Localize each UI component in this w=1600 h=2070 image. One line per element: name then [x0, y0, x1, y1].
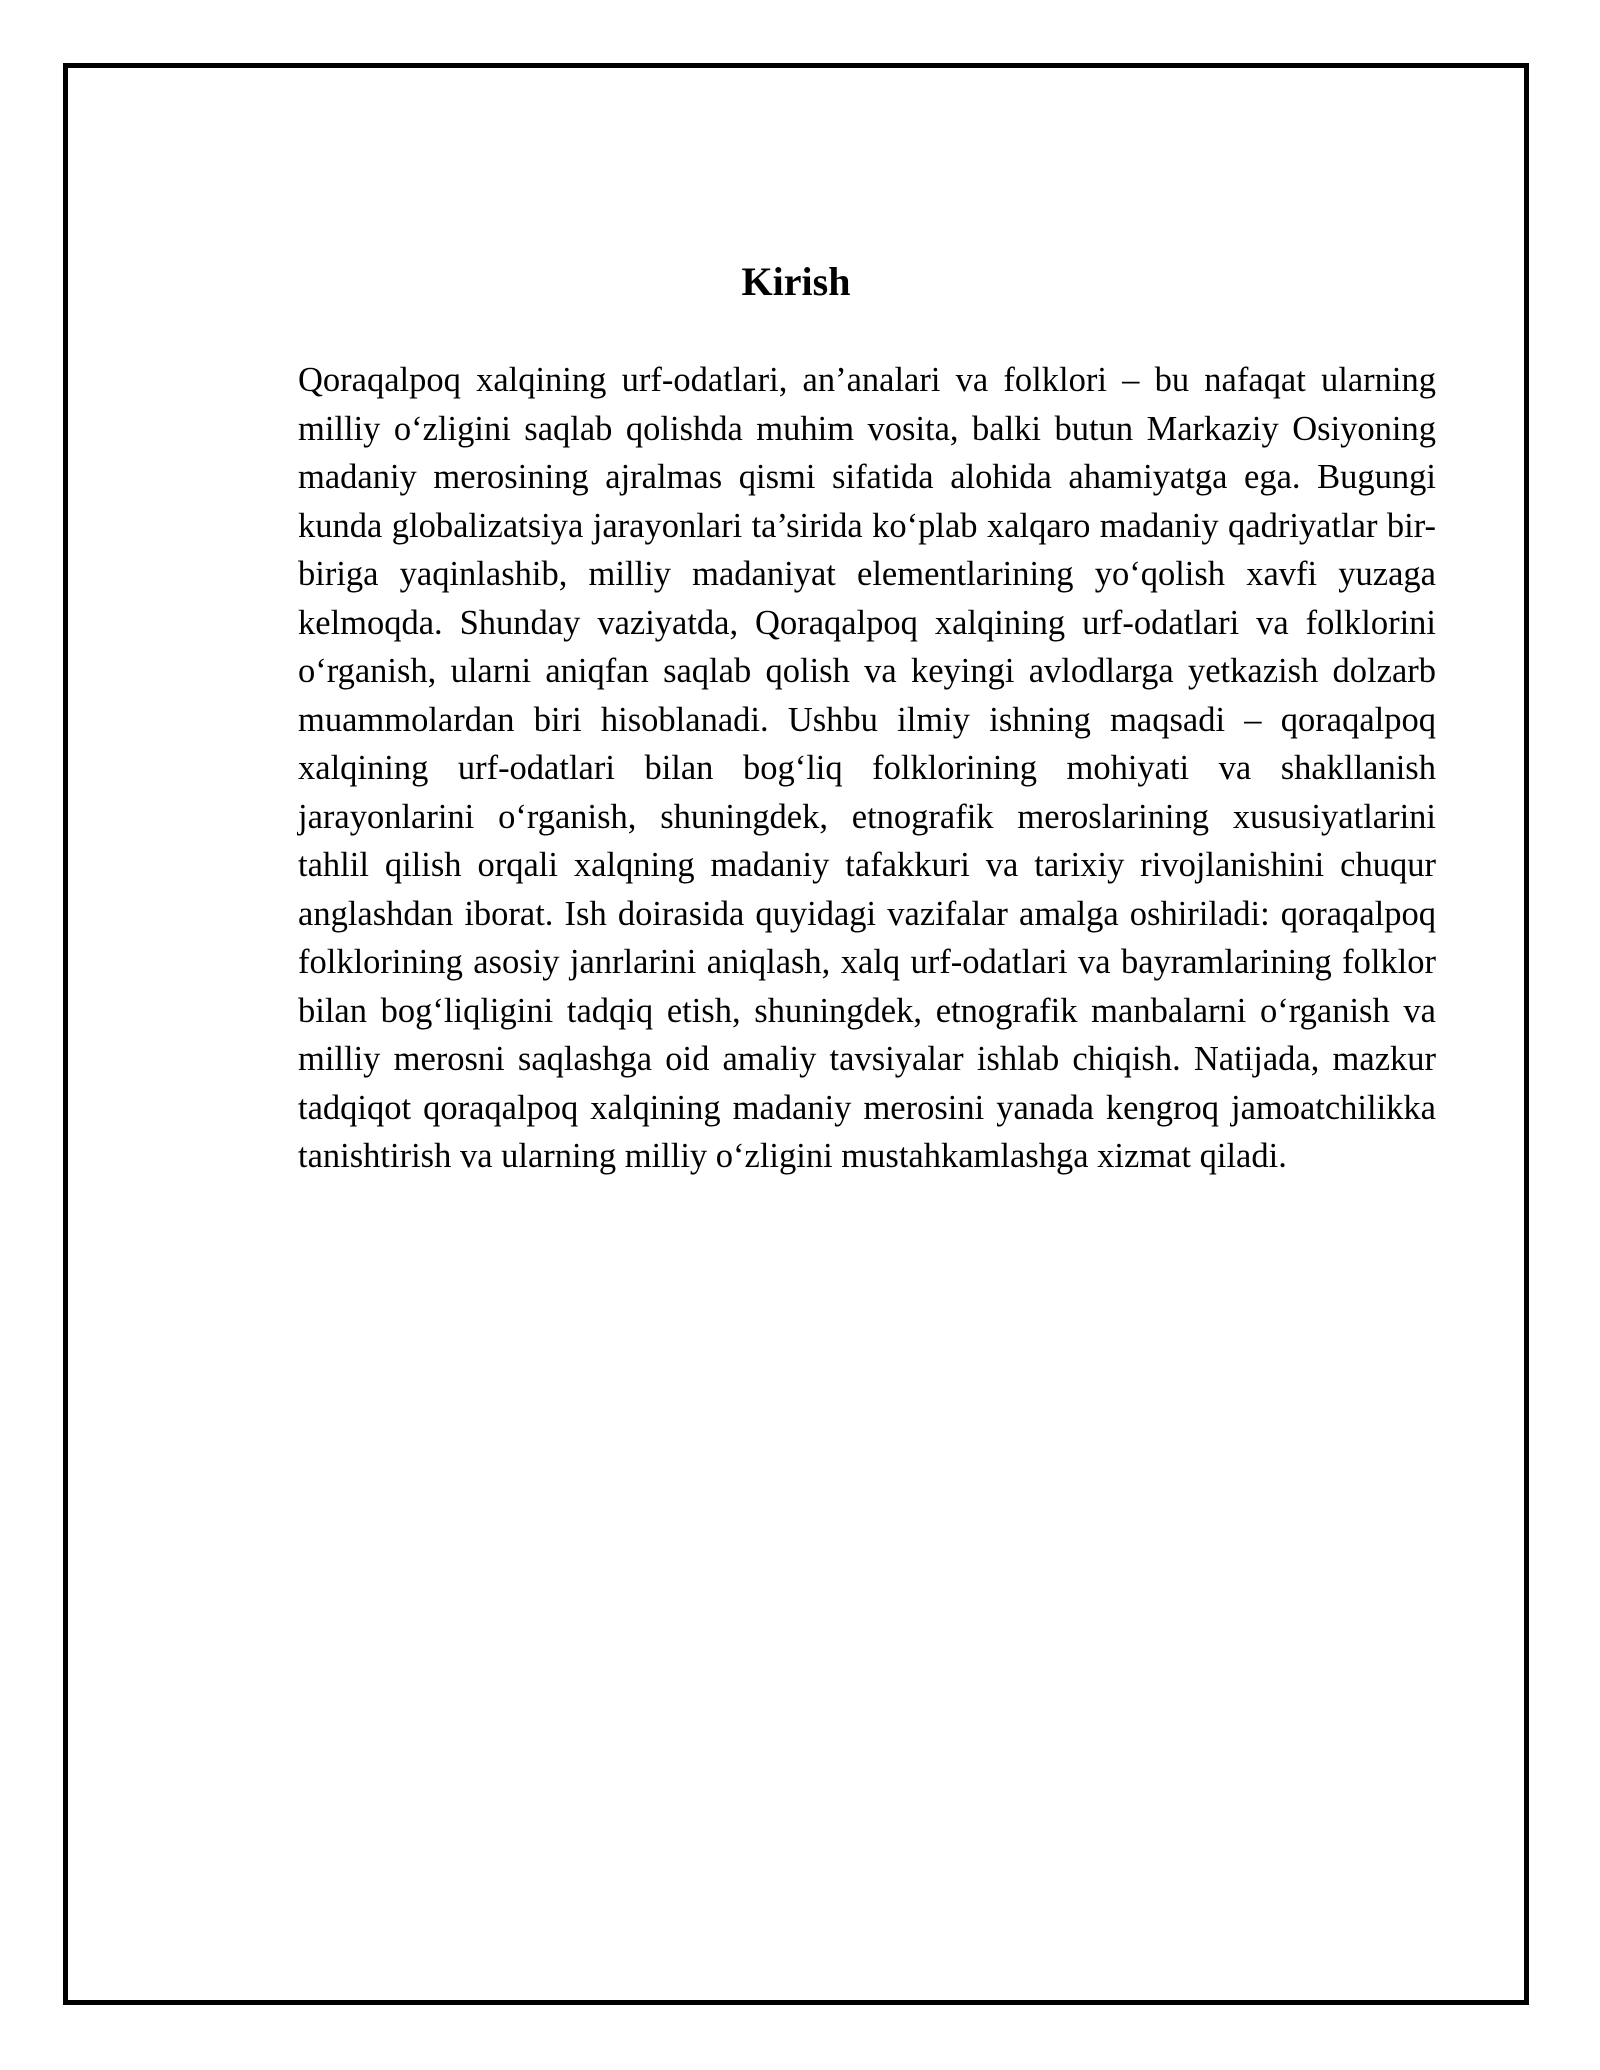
page-frame [63, 63, 1529, 2005]
body-paragraph: Qoraqalpoq xalqining urf-odatlari, an’analari va folklori – bu nafaqat ularning milliy o‘zligini saqlab qolishda muhim vosita, balki butun Markaziy Osiyoning madaniy merosining ajralmas qismi sifatida alohida ahamiyatga ega. Bugungi kunda globalizatsiya jarayonlari ta’sirida ko‘plab xalqaro madaniy qadriyatlar bir-biriga yaqinlashib, milliy madaniyat elementlarining yo‘qolish xavfi yuzaga kelmoqda. Shunday vaziyatda, Qoraqalpoq xalqining urf-odatlari va folklorini o‘rganish, ularni aniqfan saqlab qolish va keyingi avlodlarga yetkazish dolzarb muammolardan biri hisoblanadi. Ushbu ilmiy ishning maqsadi – qoraqalpoq xalqining urf-odatlari bilan bog‘liq folklorining mohiyati va shakllanish jarayonlarini o‘rganish, shuningdek, etnografik meroslarining xususiyatlarini tahlil qilish orqali xalqning madaniy tafakkuri va tarixiy rivojlanishini chuqur anglashdan iborat. Ish doirasida quyidagi vazifalar amalga oshiriladi: qoraqalpoq folklorining asosiy janrlarini aniqlash, xalq urf-odatlari va bayramlarining folklor bilan bog‘liqligini tadqiq etish, shuningdek, etnografik manbalarni o‘rganish va milliy merosni saqlashga oid amaliy tavsiyalar ishlab chiqish. Natijada, mazkur tadqiqot qoraqalpoq xalqining madaniy merosini yanada kengroq jamoatchilikka tanishtirish va ularning milliy o‘zligini mustahkamlashga xizmat qiladi. [298, 361, 1436, 1175]
page-title: Kirish [741, 259, 851, 304]
